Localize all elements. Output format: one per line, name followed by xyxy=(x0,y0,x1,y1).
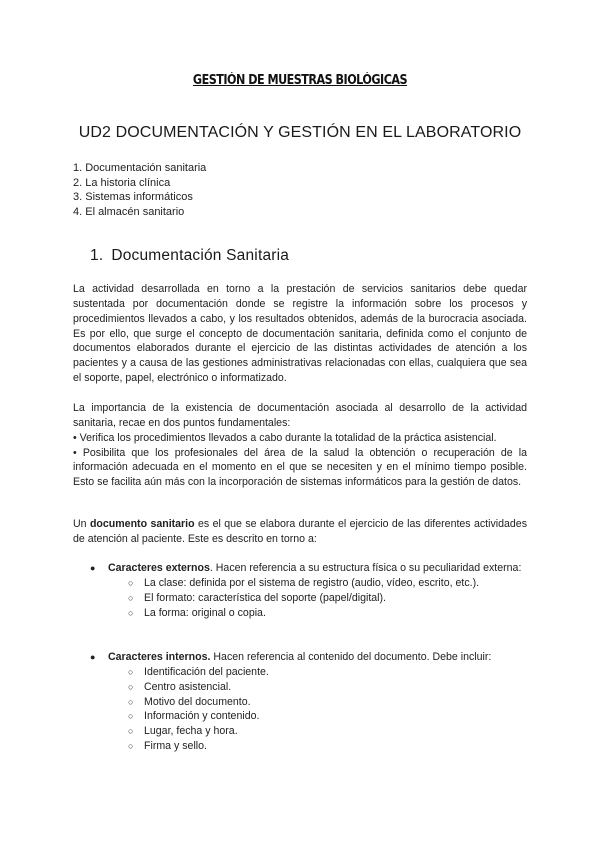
toc-item: 3. Sistemas informáticos xyxy=(73,191,193,204)
sub-item-text: Lugar, fecha y hora. xyxy=(144,725,238,738)
internal-characters-list xyxy=(90,650,527,754)
sub-item-text: La forma: original o copia. xyxy=(144,606,266,619)
sub-list-item xyxy=(108,695,527,710)
paragraph-importance xyxy=(73,401,527,490)
external-characters-list xyxy=(90,561,527,620)
sub-item-text: Firma y sello. xyxy=(144,740,207,753)
document-title: GESTIÓN DE MUESTRAS BIOLÓGICAS xyxy=(192,73,408,88)
bullet-icon: ● xyxy=(90,652,96,662)
sub-item-text: Centro asistencial. xyxy=(144,680,232,693)
section-title: Documentación Sanitaria xyxy=(111,247,290,264)
sub-list-item xyxy=(108,576,527,591)
unit-subtitle: UD2 DOCUMENTACIÓN Y GESTIÓN EN EL LABORATORIO xyxy=(78,124,522,141)
sub-list-item xyxy=(108,680,527,695)
sub-list-item xyxy=(108,739,527,754)
paragraph-definition xyxy=(73,517,527,547)
sub-list xyxy=(108,665,527,754)
bullet-icon: ● xyxy=(90,563,96,573)
definition-term: documento sanitario xyxy=(89,518,195,530)
sub-list xyxy=(108,576,527,621)
external-label: Caracteres externos xyxy=(108,562,210,574)
toc-item: 1. Documentación sanitaria xyxy=(73,162,207,174)
circle-bullet-icon: ○ xyxy=(128,726,134,737)
importance-intro: La importancia de la existencia de documentación asociada al desarrollo de la actividad sanitaria, recae en dos puntos fundamentales: xyxy=(73,402,527,429)
sub-item-text: La clase: definida por el sistema de registro (audio, vídeo, escrito, etc.). xyxy=(144,576,480,589)
section-heading xyxy=(90,247,289,265)
paragraph-intro: La actividad desarrollada en torno a la prestación de servicios sanitarios debe quedar sustentada por documentación donde se registre la información sobre los procesos y procedimientos llevados a cabo, y los resultados obtenidos, además de la burocracia asociada. Es por ello, que surge el concepto de documentación sanitaria, definida como el conjunto de documentos elaborados durante el ejercicio de las distintas actividades de atención a los pacientes y a causa de las gestiones administrativas relacionadas con ellas, cualquiera que sea el soporte, papel, electrónico o informatizado. xyxy=(73,283,527,385)
toc-item: 2. La historia clínica xyxy=(73,176,171,189)
list-item xyxy=(90,561,527,620)
table-of-contents xyxy=(73,161,206,220)
importance-point: • Posibilita que los profesionales del área de la salud la obtención o recuperación de la información adecuada en el momento en el que se necesiten y en el mínimo tiempo posible. Esto se facilita aún más con la incorporación de sistemas informáticos para la gestión de datos. xyxy=(73,446,527,489)
toc-item: 4. El almacén sanitario xyxy=(73,206,185,219)
sub-item-text: Información y contenido. xyxy=(144,710,260,723)
list-item xyxy=(90,650,527,754)
sub-list-item xyxy=(108,591,527,606)
circle-bullet-icon: ○ xyxy=(128,711,134,722)
circle-bullet-icon: ○ xyxy=(128,666,134,677)
sub-item-text: Motivo del documento. xyxy=(144,695,251,708)
sub-list-item xyxy=(108,606,527,621)
circle-bullet-icon: ○ xyxy=(128,681,134,692)
circle-bullet-icon: ○ xyxy=(128,607,134,618)
section-number: 1. xyxy=(90,247,104,264)
internal-label: Caracteres internos. xyxy=(108,651,211,663)
circle-bullet-icon: ○ xyxy=(128,741,134,752)
external-text: . Hacen referencia a su estructura física o su peculiaridad externa: xyxy=(209,562,522,574)
circle-bullet-icon: ○ xyxy=(128,592,134,603)
sub-list-item xyxy=(108,709,527,724)
definition-text: es el que se elabora durante el ejercicio de las diferentes actividades de atención al paciente. Este es descrito en torno a: xyxy=(73,518,527,545)
sub-item-text: Identificación del paciente. xyxy=(144,665,269,678)
sub-item-text: El formato: característica del soporte (papel/digital). xyxy=(144,591,387,604)
sub-list-item xyxy=(108,665,527,680)
importance-point: • Verifica los procedimientos llevados a cabo durante la totalidad de la práctica asistencial. xyxy=(73,431,497,444)
circle-bullet-icon: ○ xyxy=(128,696,134,707)
sub-list-item xyxy=(108,724,527,739)
definition-prefix: Un xyxy=(73,518,90,530)
internal-text: Hacen referencia al contenido del documento. Debe incluir: xyxy=(210,651,492,663)
circle-bullet-icon: ○ xyxy=(128,577,134,588)
